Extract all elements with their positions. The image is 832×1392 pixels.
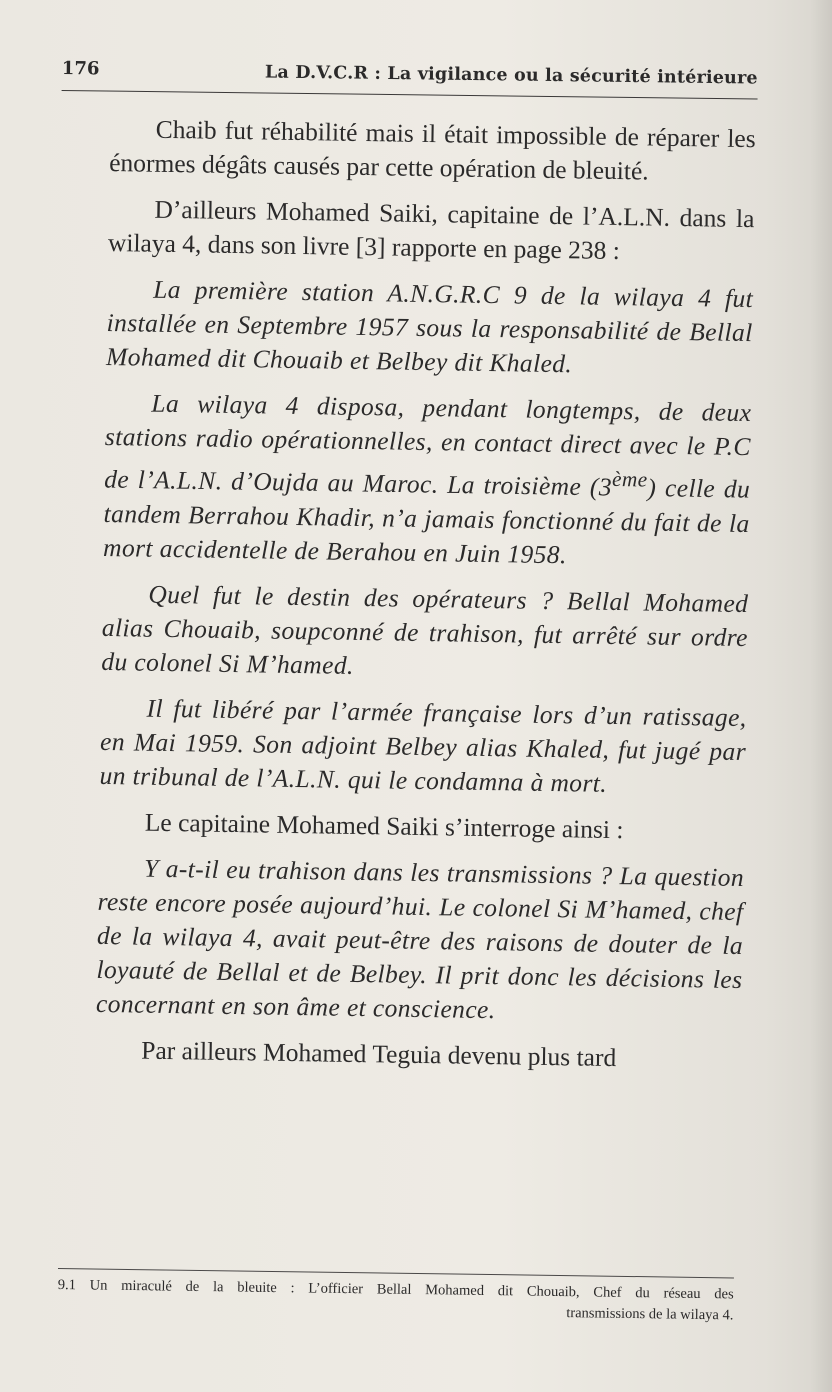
- paragraph-4: Par ailleurs Mohamed Teguia devenu plus tard: [141, 1035, 617, 1072]
- quote-paragraph-2-rest: celle du tandem Berrahou Khadir, n’a jamais fonctionné du fait de la mort accidentelle de Berahou en Juin 1958.: [102, 473, 751, 569]
- paragraph-3: Le capitaine Mohamed Saiki s’interroge ainsi :: [144, 807, 624, 844]
- running-header: [62, 58, 758, 100]
- paragraph-2: D’ailleurs Mohamed Saiki, capitaine de l’A.L.N. dans la wilaya 4, dans son livre [3] rapporte en page 238 :: [107, 194, 755, 266]
- footnote-line-1: 9.1 Un miraculé de la bleuite : L’officier Bellal Mohamed dit Chouaib, Chef du réseau des: [57, 1276, 734, 1303]
- running-title: La D.V.C.R : La vigilance ou la sécurité intérieure: [264, 62, 758, 89]
- quote-paragraph-3: Quel fut le destin des opérateurs ? Bellal Mohamed alias Chouaib, soupconné de trahison, fut arrêté sur ordre du colonel Si M’hamed.: [101, 579, 749, 680]
- quote-paragraph-5: Y a-t-il eu trahison dans les transmissions ? La question reste encore posée aujourd’hui. Le colonel Si M’hamed, chef de la wilaya 4, avait peut-être des raisons de douter de la loyauté de Bellal et de Belbey. Il prit donc les décisions les concernant en son âme et conscience.: [95, 853, 745, 1024]
- ordinal-superscript: ème: [611, 466, 648, 492]
- ordinal-base: 3: [598, 472, 613, 502]
- quote-paragraph-1: La première station A.N.G.R.C 9 de la wilaya 4 fut installée en Septembre 1957 sous la responsabilité de Bellal Mohamed dit Chouaib et Belbey dit Khaled.: [105, 274, 754, 379]
- page-number: 176: [61, 58, 100, 80]
- paragraph-1: Chaib fut réhabilité mais il était impossible de réparer les énormes dégâts causés par cette opération de bleuité.: [108, 114, 756, 186]
- footnote-line-2: transmissions de la wilaya 4.: [566, 1305, 734, 1324]
- footnote: [57, 1268, 734, 1326]
- quote-paragraph-2-text: La wilaya 4 disposa, pendant longtemps, de deux stations radio opérationnelles, en contact direct avec le P.C de l’A.L.N. d’Oujda au Maroc. La troisième: [104, 388, 752, 501]
- main-text: [95, 112, 756, 1089]
- quote-paragraph-2: La wilaya 4 disposa, pendant longtemps, de deux stations radio opérationnelles, en contact direct avec le P.C de l’A.L.N. d’Oujda au Maroc. La troisième (3ème) celle du tandem Berrahou Khadir, n’a jamais fonctionné du fait de la mort accidentelle de Berahou en Juin 1958.: [102, 388, 752, 569]
- page-edge-shadow: [810, 0, 832, 1392]
- quote-paragraph-4: Il fut libéré par l’armée française lors d’un ratissage, en Mai 1959. Son adjoint Belbey alias Khaled, fut jugé par un tribunal de l’A.L.N. qui le condamna à mort.: [99, 693, 747, 798]
